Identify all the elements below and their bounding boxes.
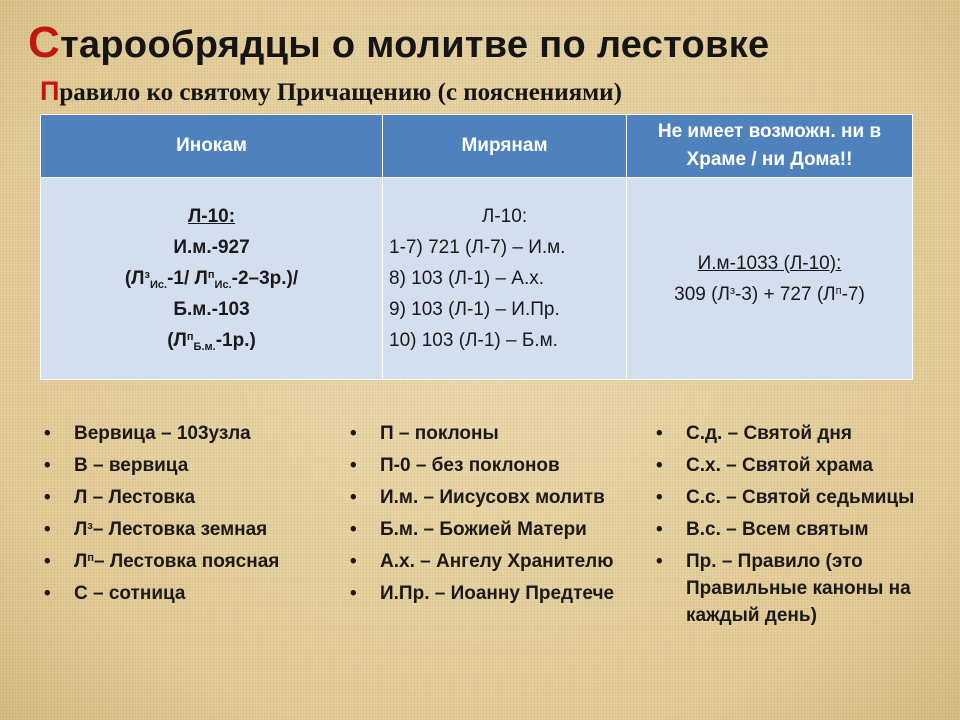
list-item: • $Л^з-$ Лестовка земная <box>40 516 340 543</box>
monks-line-3: ($Л^з_{Ис.}-1/$ $Л^п_{Ис.}-2-3р.)/$ <box>124 268 299 291</box>
monks-line-4: Б.м.-103 <box>173 299 250 320</box>
laity-line: 10) 103 (Л-1) – Б.м. <box>389 330 558 351</box>
list-item: • С.с. – Святой седьмицы <box>652 484 942 511</box>
header-no-opportunity: Не имеет возможн. ни в Храме / ни Дома!! <box>627 115 913 178</box>
header-monks: Инокам <box>41 115 383 178</box>
slide-title <box>28 18 948 68</box>
legend-column-3 <box>652 420 942 634</box>
cell-laity <box>383 178 627 380</box>
list-item: • И.м. – Иисусовх молитв <box>346 484 626 511</box>
legend-column-1 <box>40 420 340 612</box>
monks-heading: Л-10: <box>187 206 236 227</box>
laity-line: 8) 103 (Л-1) – А.х. <box>389 268 545 289</box>
list-item: • В.с. – Всем святым <box>652 516 942 543</box>
slide-subtitle <box>40 76 940 107</box>
list-item: • А.х. – Ангелу Хранителю <box>346 548 626 575</box>
list-item: • В – вервица <box>40 452 340 479</box>
no-opportunity-line-2: 309 $(Л^з-3) + 727$ $(Л^п-7)$ <box>674 283 865 305</box>
table-header-row <box>41 115 913 178</box>
list-item: • С – сотница <box>40 580 340 607</box>
laity-line: 9) 103 (Л-1) – И.Пр. <box>389 299 560 320</box>
cell-monks <box>41 178 383 380</box>
list-item: • Л – Лестовка <box>40 484 340 511</box>
list-item: • Пр. – Правило (это Правильные каноны на каждый день) <box>652 548 942 629</box>
list-item: • Б.м. – Божией Матери <box>346 516 626 543</box>
list-item: • П-0 – без поклонов <box>346 452 626 479</box>
cell-no-opportunity <box>627 178 913 380</box>
title-rest: тарообрядцы о молитве по лестовке <box>60 24 770 66</box>
laity-heading: Л-10: <box>481 206 528 227</box>
list-item: • С.х. – Святой храма <box>652 452 942 479</box>
header-laity: Мирянам <box>383 115 627 178</box>
no-opportunity-heading: И.м-1033 (Л-10): <box>697 252 842 274</box>
laity-line: 1-7) 721 (Л-7) – И.м. <box>389 237 566 258</box>
list-item: • С.д. – Святой дня <box>652 420 942 447</box>
list-item: • П – поклоны <box>346 420 626 447</box>
subtitle-initial: П <box>40 76 60 106</box>
subtitle-rest: равило ко святому Причащению (с пояснениями) <box>59 79 622 106</box>
monks-line-2: И.м.-927 <box>173 237 250 258</box>
list-item: • $Л^п-$ Лестовка поясная <box>40 548 340 575</box>
list-item: • Вервица – 103узла <box>40 420 340 447</box>
table-row <box>41 178 913 380</box>
rules-table <box>40 114 913 380</box>
monks-line-5: $(Л^п_{Б.м.}-1р.)$ <box>167 330 256 353</box>
title-initial: С <box>28 18 61 67</box>
legend-column-2 <box>346 420 626 612</box>
list-item: • И.Пр. – Иоанну Предтече <box>346 580 626 607</box>
